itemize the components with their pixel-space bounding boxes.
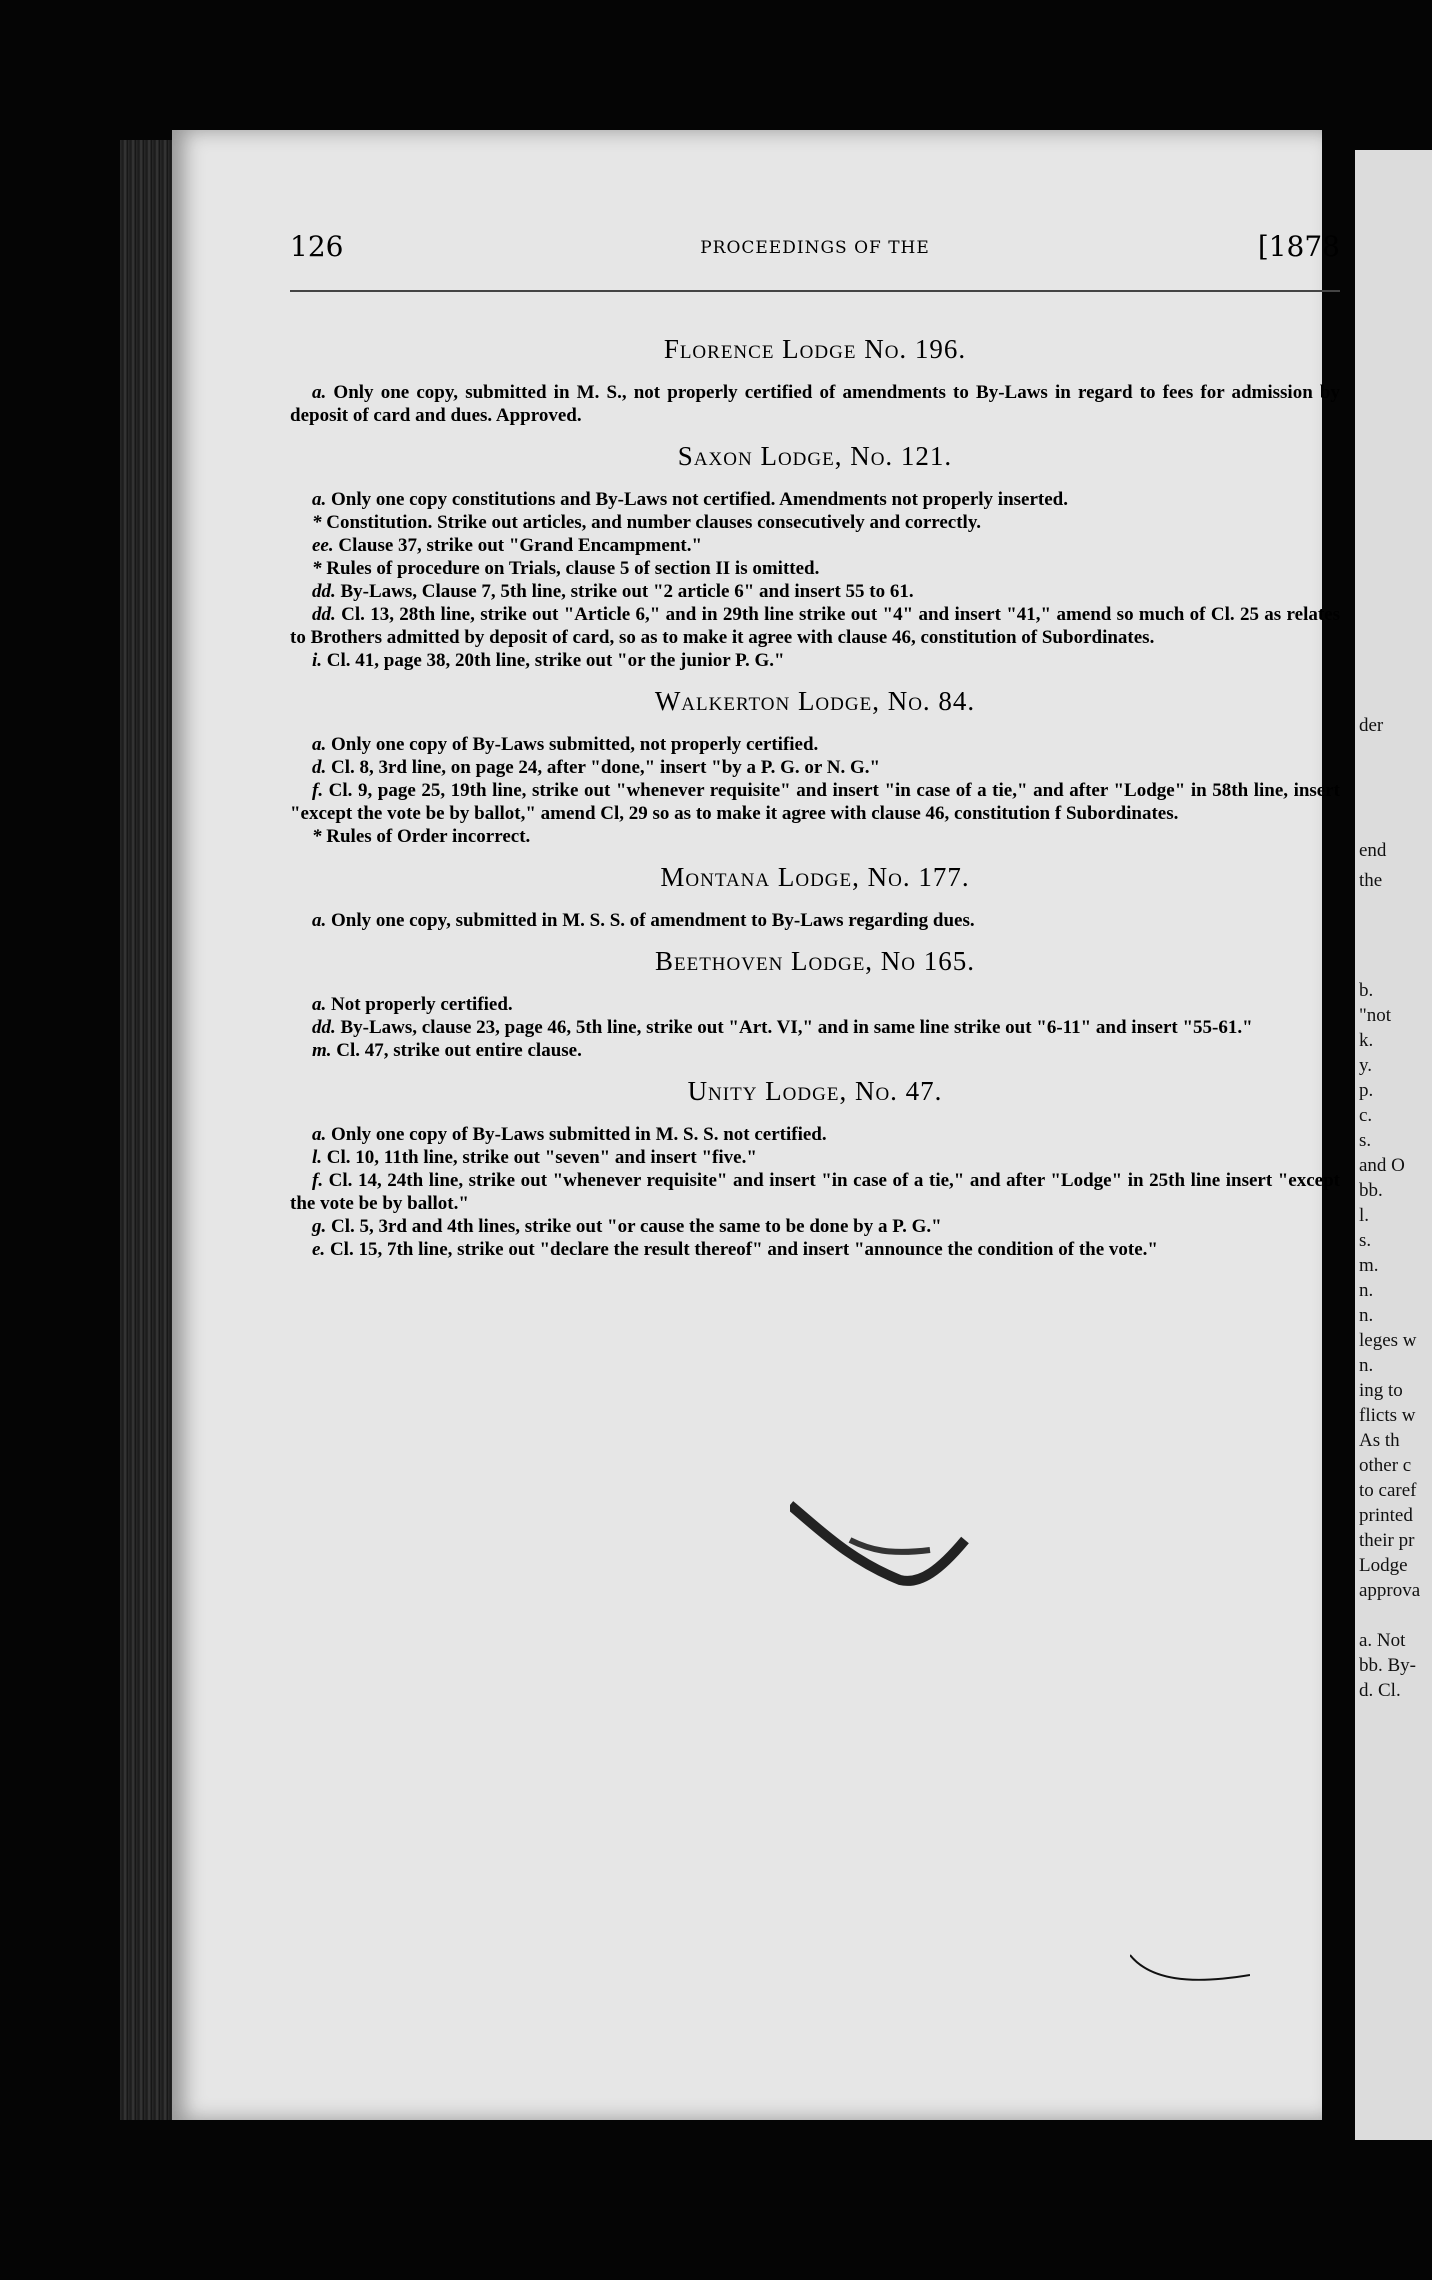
facing-text-fragment: c. [1359,1105,1373,1126]
item-marker: i. [312,650,323,671]
facing-text-fragment: printed [1359,1505,1413,1526]
lodge-section [290,334,1341,427]
lodge-section [290,946,1340,1062]
item-marker: a. [312,1124,327,1145]
facing-text-fragment: m. [1359,1255,1379,1276]
amendment-paragraph [290,1039,1340,1062]
facing-text-fragment: As th [1359,1430,1400,1451]
item-text: Cl. 14, 24th line, strike out "whenever requisite" and insert "in case of a tie," and after "Lodge" in 25th line insert "except the vote be by ballot." [290,1170,1340,1214]
facing-text-fragment: end [1359,840,1387,861]
amendment-paragraph [290,1215,1340,1238]
facing-text-fragment: k. [1359,1030,1374,1051]
item-text: Rules of Order incorrect. [326,826,531,847]
lodge-section [290,1076,1340,1261]
item-marker: e. [312,1239,326,1260]
amendment-paragraph [290,488,1340,511]
lodge-title: Unity Lodge, No. 47. [687,1076,943,1106]
running-head: PROCEEDINGS OF THE [700,238,930,258]
facing-text-fragment: bb. [1359,1180,1383,1201]
item-text: Not properly certified. [331,994,513,1015]
facing-text-fragment: Lodge [1359,1555,1408,1576]
item-text: Cl. 8, 3rd line, on page 24, after "done," insert "by a P. G. or N. G." [331,757,881,778]
item-marker: f. [312,1170,324,1191]
facing-text-fragment: n. [1359,1280,1374,1301]
item-text: Only one copy, submitted in M. S. S. of amendment to By-Laws regarding dues. [331,910,975,931]
item-marker: a. [312,489,327,510]
amendment-paragraph [290,1146,1340,1169]
item-text: Constitution. Strike out articles, and number clauses consecutively and correctly. [326,512,982,533]
amendment-paragraph [290,557,1340,580]
facing-text-fragment: n. [1359,1355,1374,1376]
item-text: Only one copy, submitted in M. S., not properly certified of amendments to By-Laws in regard to fees for admission by deposit of card and dues. Approved. [290,382,1341,426]
lodge-title: Saxon Lodge, No. 121. [677,441,953,471]
item-text: Cl. 9, page 25, 19th line, strike out "whenever requisite" and insert "in case of a tie," and after "Lodge" in 58th line, insert "except the vote be by ballot," amend Cl, 29 so as to make it agree with clause 46, constitution f Subordinates. [290,780,1340,824]
amendment-paragraph [290,511,1340,534]
facing-text-fragment: leges w [1359,1330,1417,1351]
item-text: Cl. 5, 3rd and 4th lines, strike out "or cause the same to be done by a P. G." [331,1216,942,1237]
item-text: Rules of procedure on Trials, clause 5 of section II is omitted. [326,558,820,579]
facing-text-fragment: n. [1359,1305,1374,1326]
facing-text-fragment: ing to [1359,1380,1403,1401]
amendment-paragraph [290,909,1340,932]
amendment-paragraph [290,603,1340,649]
item-text: Cl. 13, 28th line, strike out "Article 6," and in 29th line strike out "4" and insert "41," amend so much of Cl. 25 as relates to Brothers admitted by deposit of card, so as to make it agree with clause 46, constitution of Subordinates. [290,604,1340,648]
facing-text-fragment: der [1359,715,1384,736]
book-spine-edge [120,140,180,2120]
item-text: Only one copy of By-Laws submitted, not properly certified. [331,734,819,755]
facing-text-fragment: s. [1359,1230,1372,1251]
item-marker: * [312,512,322,533]
item-marker: g. [312,1216,327,1237]
page-body [290,320,1340,1261]
item-marker: * [312,826,322,847]
lodge-section [290,686,1340,848]
item-marker: * [312,558,322,579]
item-marker: a. [312,382,327,403]
facing-text-fragment: "not [1359,1005,1392,1026]
item-text: Cl. 10, 11th line, strike out "seven" and insert "five." [326,1147,757,1168]
lodge-title: Montana Lodge, No. 177. [660,862,970,892]
facing-text-fragment: b. [1359,980,1374,1001]
facing-page-fragment [1355,150,1432,2140]
lodge-section [290,441,1340,672]
facing-text-fragment: and O [1359,1155,1405,1176]
item-text: Cl. 47, strike out entire clause. [336,1040,582,1061]
amendment-paragraph [290,580,1340,603]
item-text: Cl. 41, page 38, 20th line, strike out "or the junior P. G." [326,650,785,671]
amendment-paragraph [290,1016,1340,1039]
facing-text-fragment: s. [1359,1130,1372,1151]
facing-text-fragment: their pr [1359,1530,1415,1551]
item-text: Only one copy of By-Laws submitted in M. S. S. not certified. [331,1124,827,1145]
item-marker: ee. [312,535,334,556]
item-text: By-Laws, Clause 7, 5th line, strike out "2 article 6" and insert 55 to 61. [340,581,914,602]
amendment-paragraph [290,649,1340,672]
facing-text-fragment: approva [1359,1580,1421,1601]
amendment-paragraph [290,534,1340,557]
item-marker: f. [312,780,324,801]
facing-text-fragment: to caref [1359,1480,1417,1501]
item-text: By-Laws, clause 23, page 46, 5th line, strike out "Art. VI," and in same line strike out "6-11" and insert "55-61." [340,1017,1253,1038]
item-marker: l. [312,1147,323,1168]
header-rule [290,290,1340,292]
item-marker: m. [312,1040,332,1061]
page-header [290,230,1340,270]
pencil-mark [1130,1950,1250,1990]
item-marker: dd. [312,581,336,602]
page-number: 126 [290,230,344,263]
item-marker: dd. [312,604,336,625]
item-marker: d. [312,757,327,778]
facing-text-fragment: a. Not [1359,1630,1406,1651]
item-marker: dd. [312,1017,336,1038]
lodge-title: Florence Lodge No. 196. [663,334,967,364]
item-marker: a. [312,734,327,755]
amendment-paragraph [290,733,1340,756]
item-text: Cl. 15, 7th line, strike out "declare the result thereof" and insert "announce the condition of the vote." [329,1239,1158,1260]
amendment-paragraph [290,779,1340,825]
facing-text-fragment: flicts w [1359,1405,1416,1426]
lodge-title: Beethoven Lodge, No 165. [654,946,976,976]
year-marker: [1878 [1257,230,1340,263]
item-text: Clause 37, strike out "Grand Encampment." [338,535,703,556]
facing-text-fragment: d. Cl. [1359,1680,1401,1701]
facing-text-fragment: the [1359,870,1383,891]
item-marker: a. [312,994,327,1015]
amendment-paragraph [290,1123,1340,1146]
amendment-paragraph [290,381,1340,427]
item-marker: a. [312,910,327,931]
facing-text-fragment: other c [1359,1455,1412,1476]
facing-text-fragment: l. [1359,1205,1370,1226]
ink-smudge [790,1500,970,1590]
amendment-paragraph [290,1169,1340,1215]
facing-text-fragment: y. [1359,1055,1373,1076]
item-text: Only one copy constitutions and By-Laws not certified. Amendments not properly inserted. [331,489,1068,510]
facing-text-fragment: p. [1359,1080,1374,1101]
lodge-title: Walkerton Lodge, No. 84. [654,686,976,716]
lodge-section [290,862,1340,932]
facing-text-fragment: bb. By- [1359,1655,1416,1676]
amendment-paragraph [290,993,1340,1016]
amendment-paragraph [290,825,1340,848]
amendment-paragraph [290,756,1340,779]
amendment-paragraph [290,1238,1340,1261]
